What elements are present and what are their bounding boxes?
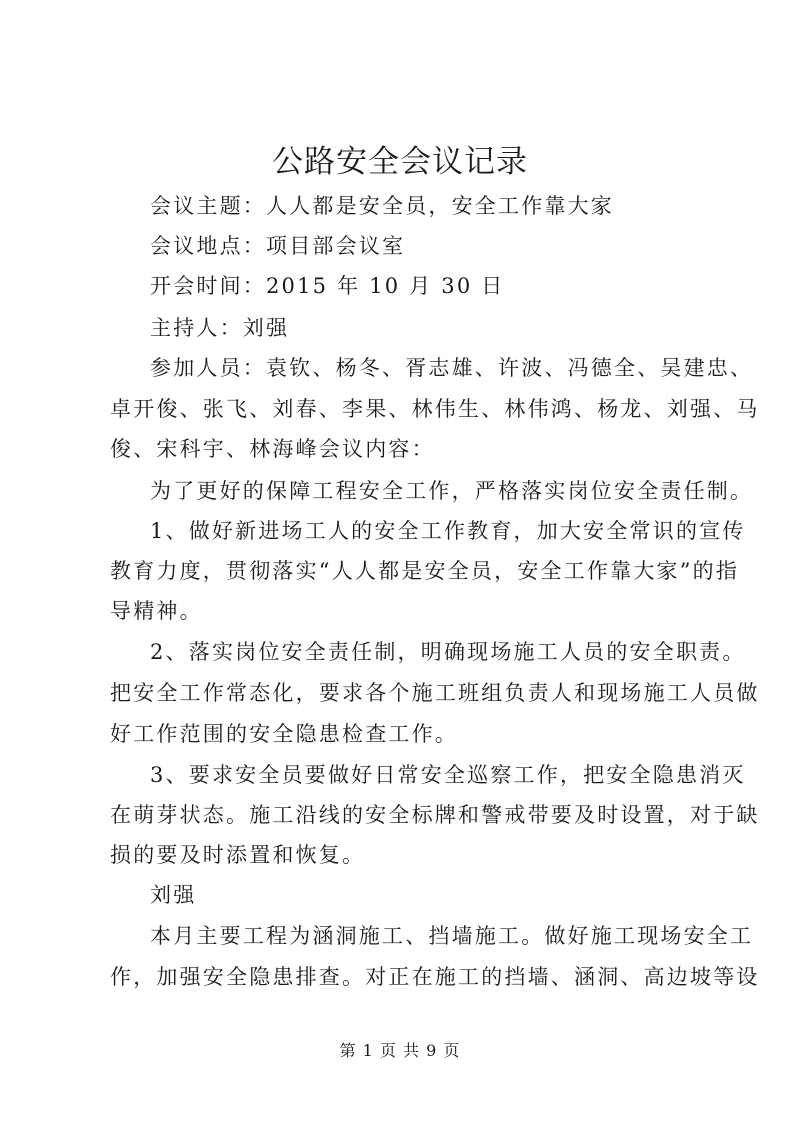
item-3-line-2: 在萌芽状态。施工沿线的安全标牌和警戒带要及时设置，对于缺	[110, 803, 760, 827]
attendees-line-1: 参加人员：袁钦、杨冬、胥志雄、许波、冯德全、吴建忠、	[150, 356, 754, 380]
item-1-line-1: 1、做好新进场工人的安全工作教育，加大安全常识的宣传	[150, 519, 746, 543]
document-title: 公路安全会议记录	[272, 144, 528, 180]
attendees-line-3: 俊、宋科宇、林海峰会议内容：	[110, 437, 435, 461]
meeting-time: 开会时间：2015 年 10 月 30 日	[150, 274, 505, 298]
monthly-line-2: 作，加强安全隐患排查。对正在施工的挡墙、涵洞、高边坡等设	[110, 965, 760, 989]
item-2-line-1: 2、落实岗位安全责任制，明确现场施工人员的安全职责。	[150, 640, 746, 664]
monthly-line-1: 本月主要工程为涵洞施工、挡墙施工。做好施工现场安全工	[150, 924, 754, 948]
item-1-line-3: 导精神。	[110, 599, 203, 623]
page-footer: 第 1 页 共 9 页	[339, 1041, 461, 1060]
attendees-line-2: 卓开俊、张飞、刘春、李果、林伟生、林伟鸿、杨龙、刘强、马	[110, 397, 760, 421]
speaker-name: 刘强	[150, 883, 197, 907]
meeting-location: 会议地点：项目部会议室	[150, 234, 406, 258]
item-2-line-2: 把安全工作常态化，要求各个施工班组负责人和现场施工人员做	[110, 681, 760, 705]
meeting-topic: 会议主题：人人都是安全员，安全工作靠大家	[150, 194, 614, 218]
item-3-line-1: 3、要求安全员要做好日常安全巡察工作，把安全隐患消灭	[150, 763, 746, 787]
content-intro: 为了更好的保障工程安全工作，严格落实岗位安全责任制。	[150, 479, 754, 503]
item-1-line-2: 教育力度，贯彻落实“人人都是安全员，安全工作靠大家”的指	[110, 559, 740, 583]
item-3-line-3: 损的要及时添置和恢复。	[110, 843, 366, 867]
item-2-line-3: 好工作范围的安全隐患检查工作。	[110, 722, 458, 746]
meeting-host: 主持人：刘强	[150, 316, 290, 340]
